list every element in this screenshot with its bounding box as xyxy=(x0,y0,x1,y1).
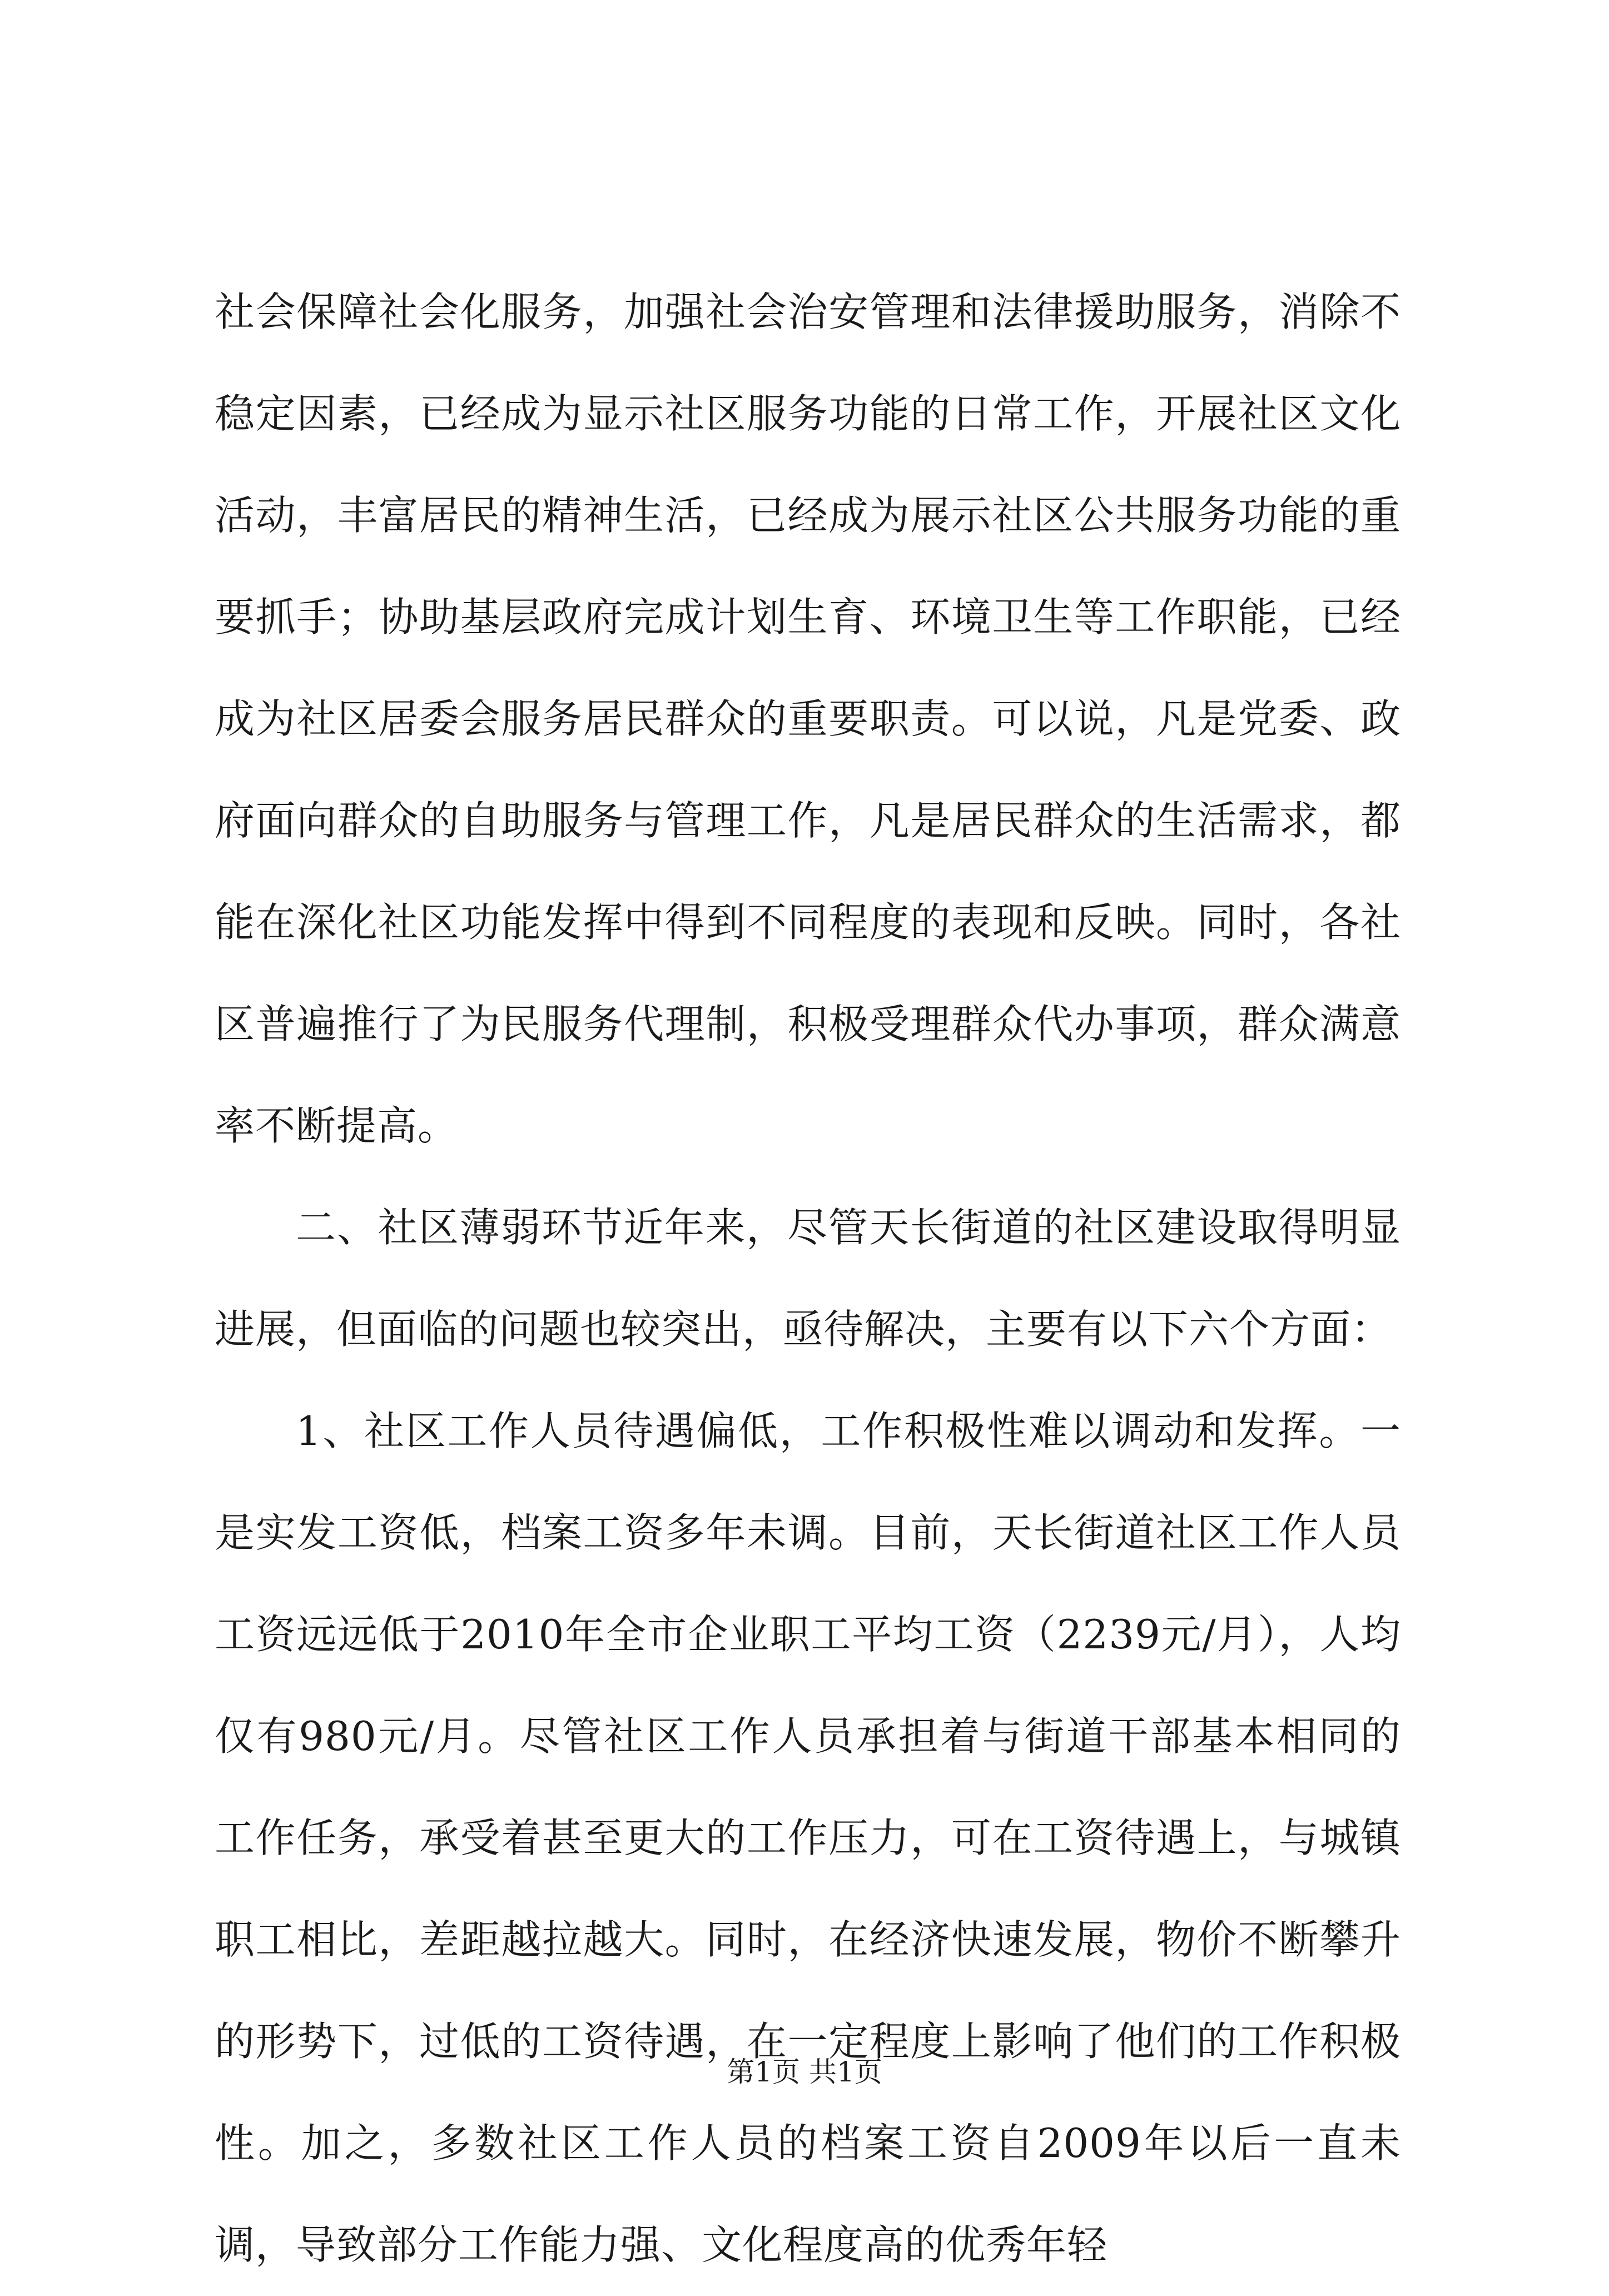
paragraph-item-one: 1、社区工作人员待遇偏低，工作积极性难以调动和发挥。一是实发工资低，档案工资多年未调。目前，天长街道社区工作人员工资远远低于2010年全市企业职工平均工资（2239元/月），人均仅有980元/月。尽管社区工作人员承担着与街道干部基本相同的工作任务，承受着甚至更大的工作压力，可在工资待遇上，与城镇职工相比，差距越拉越大。同时，在经济快速发展，物价不断攀升的形势下，过低的工资待遇，在一定程度上影响了他们的工作积极性。加之，多数社区工作人员的档案工资自2009年以后一直未调，导致部分工作能力强、文化程度高的优秀年轻 xyxy=(215,1408,1401,2268)
document-body xyxy=(215,261,1401,2296)
paragraph-continuation: 社会保障社会化服务，加强社会治安管理和法律援助服务，消除不稳定因素，已经成为显示社区服务功能的日常工作，开展社区文化活动，丰富居民的精神生活，已经成为展示社区公共服务功能的重要抓手；协助基层政府完成计划生育、环境卫生等工作职能，已经成为社区居委会服务居民群众的重要职责。可以说，凡是党委、政府面向群众的自助服务与管理工作，凡是居民群众的生活需求，都能在深化社区功能发挥中得到不同程度的表现和反映。同时，各社区普遍推行了为民服务代理制，积极受理群众代办事项，群众满意率不断提高。 xyxy=(215,289,1401,1149)
paragraph-section-two-heading: 二、社区薄弱环节近年来，尽管天长街道的社区建设取得明显进展，但面临的问题也较突出，亟待解决，主要有以下六个方面： xyxy=(215,1204,1401,1353)
page-footer: 第1页 共1页 xyxy=(727,2056,882,2088)
